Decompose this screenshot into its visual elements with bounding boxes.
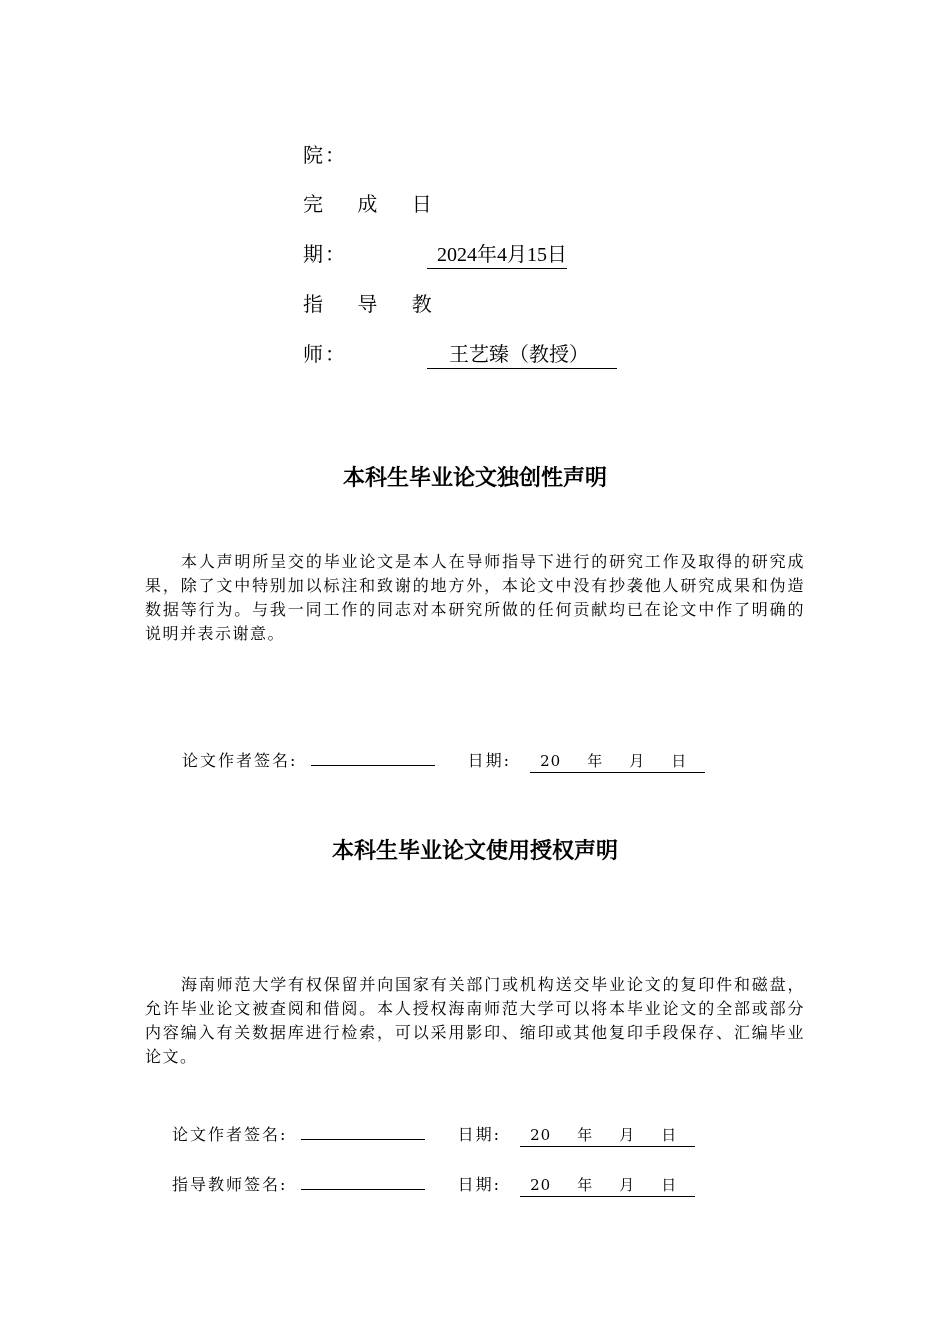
date-year-unit: 年 [587,752,604,770]
date-field[interactable] [520,1174,695,1197]
authorization-advisor-signature-row [172,1172,695,1197]
date-month-unit: 月 [619,1176,636,1194]
advisor-label-bottom: 师： [303,342,347,366]
college-label: 院： [303,143,347,167]
completion-date-label-bottom: 期： [303,242,347,266]
date-year-unit: 年 [577,1126,594,1144]
author-signature-field[interactable] [301,1123,425,1140]
date-month-unit: 月 [619,1126,636,1144]
completion-date-label-top: 完 成 日 [303,192,446,216]
advisor-signature-field[interactable] [301,1173,425,1190]
date-year-unit: 年 [577,1176,594,1194]
date-year: 20 [530,1126,552,1144]
originality-body: 本人声明所呈交的毕业论文是本人在导师指导下进行的研究工作及取得的研究成果，除了文中特别加以标注和致谢的地方外，本论文中没有抄袭他人研究成果和伪造数据等行为。与我一同工作的同志对本研究所做的任何贡献均已在论文中作了明确的说明并表示谢意。 [145,552,805,643]
authorization-author-signature-row [172,1122,695,1147]
date-year: 20 [530,1176,552,1194]
authorization-body: 海南师范大学有权保留并向国家有关部门或机构送交毕业论文的复印件和磁盘，允许毕业论文被查阅和借阅。本人授权海南师范大学可以将本毕业论文的全部或部分内容编入有关数据库进行检索，可以采用影印、缩印或其他复印手段保存、汇编毕业论文。 [145,975,805,1066]
advisor-signature-label: 指导教师签名: [172,1175,288,1194]
originality-title: 本科生毕业论文独创性声明 [342,466,607,491]
date-day-unit: 日 [671,752,688,770]
author-signature-label: 论文作者签名: [182,751,298,770]
advisor-label-top: 指 导 教 [303,292,446,316]
date-month-unit: 月 [629,752,646,770]
date-label: 日期: [457,1175,501,1194]
date-field[interactable] [530,750,705,773]
originality-signature-row [182,748,705,773]
date-field[interactable] [520,1124,695,1147]
author-signature-field[interactable] [311,749,435,766]
date-label: 日期: [467,751,511,770]
date-year: 20 [540,752,562,770]
author-signature-label: 论文作者签名: [172,1125,288,1144]
date-day-unit: 日 [661,1176,678,1194]
authorization-title: 本科生毕业论文使用授权声明 [331,839,618,864]
advisor-value: 王艺臻（教授） [427,338,617,369]
completion-date-value: 2024年4月15日 [427,238,567,269]
date-day-unit: 日 [661,1126,678,1144]
date-label: 日期: [457,1125,501,1144]
